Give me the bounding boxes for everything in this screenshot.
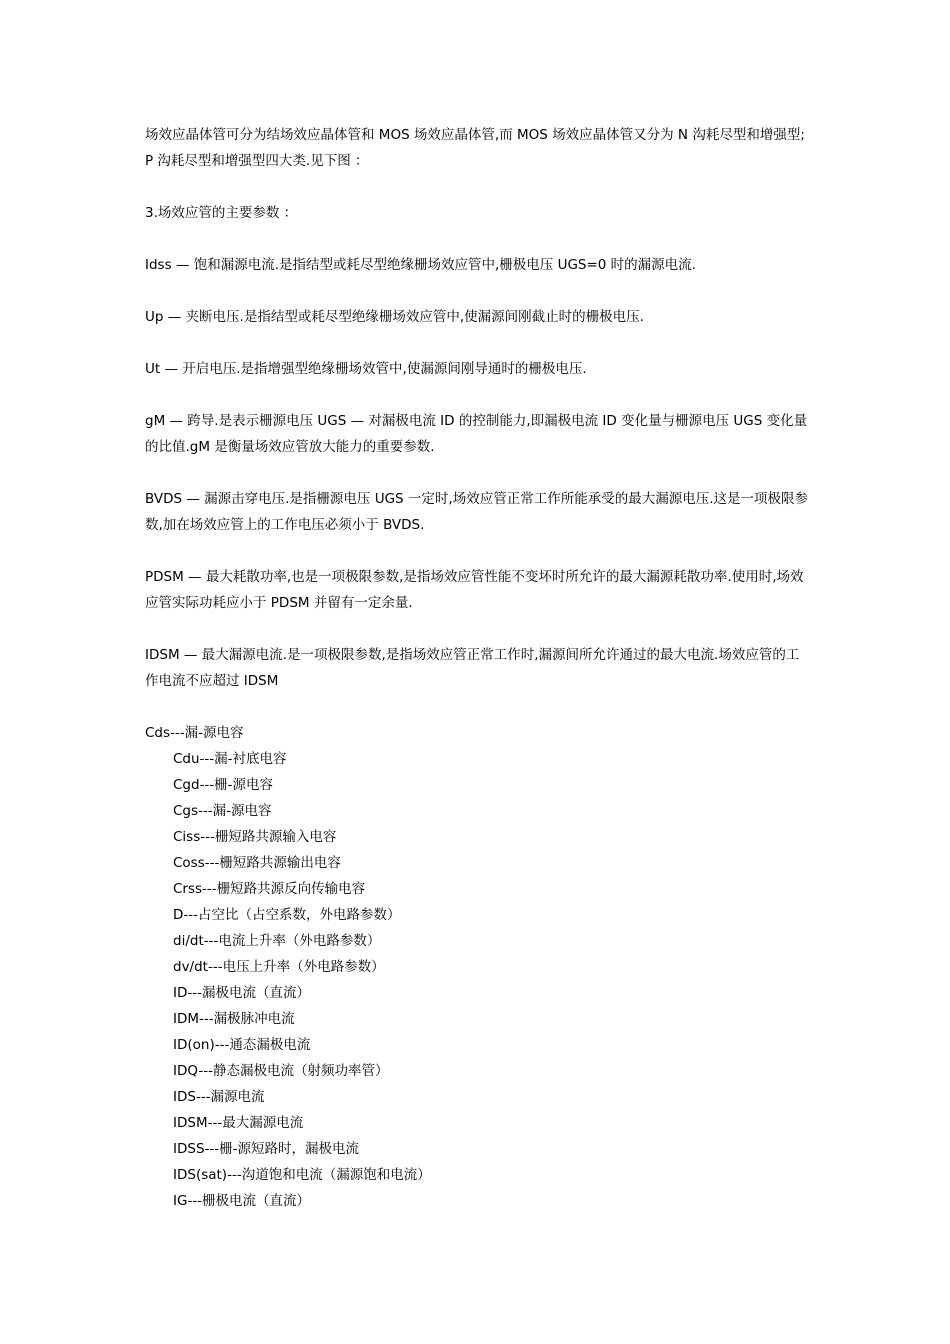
list-item: Coss---栅短路共源输出电容 [173,855,341,871]
list-item: ID(on)---通态漏极电流 [173,1037,311,1053]
list-item: Cgd---栅-源电容 [173,777,274,793]
list-item: di/dt---电流上升率（外电路参数） [173,933,381,949]
list-item: IDSS---栅-源短路时，漏极电流 [173,1141,360,1157]
param-up: Up — 夹断电压.是指结型或耗尽型绝缘栅场效应管中,使漏源间刚截止时的栅极电压. [145,309,644,325]
list-item: IDS---漏源电流 [173,1089,265,1105]
param-gm: gM — 跨导.是表示栅源电压 UGS — 对漏极电流 ID 的控制能力,即漏极电流 ID 变化量与栅源电压 UGS 变化量的比值.gM 是衡量场效应管放大能力的重要参数. [145,413,808,455]
document-body [145,122,810,1214]
list-item: D---占空比（占空系数，外电路参数） [173,907,401,923]
param-ut: Ut — 开启电压.是指增强型绝缘栅场效管中,使漏源间刚导通时的栅极电压. [145,361,587,377]
section-heading: 3.场效应管的主要参数 ： [145,205,298,221]
list-item: Cdu---漏-衬底电容 [173,751,287,767]
list-item: Cgs---漏-源电容 [173,803,272,819]
list-item: dv/dt---电压上升率（外电路参数） [173,959,385,975]
param-bvds: BVDS — 漏源击穿电压.是指栅源电压 UGS 一定时,场效应管正常工作所能承受的最大漏源电压.这是一项极限参数,加在场效应管上的工作电压必须小于 BVDS. [145,491,808,533]
list-item: IDS(sat)---沟道饱和电流（漏源饱和电流） [173,1167,431,1183]
list-item: ID---漏极电流（直流） [173,985,310,1001]
list-item: Ciss---栅短路共源输入电容 [173,829,337,845]
list-heading: Cds---漏-源电容 [145,725,244,741]
list-item: IG---栅极电流（直流） [173,1193,311,1209]
param-idss: Idss — 饱和漏源电流.是指结型或耗尽型绝缘栅场效应管中,栅极电压 UGS=0 时的漏源电流. [145,257,696,273]
param-pdsm: PDSM — 最大耗散功率,也是一项极限参数,是指场效应管性能不变坏时所允许的最大漏源耗散功率.使用时,场效应管实际功耗应小于 PDSM 并留有一定余量. [145,569,804,611]
list-item: IDSM---最大漏源电流 [173,1115,304,1131]
symbol-list [145,746,810,1214]
intro-paragraph: 场效应晶体管可分为结场效应晶体管和 MOS 场效应晶体管,而 MOS 场效应晶体管又分为 N 沟耗尽型和增强型;P 沟耗尽型和增强型四大类.见下图 ： [145,127,805,169]
list-item: IDQ---静态漏极电流（射频功率管） [173,1063,389,1079]
list-item: IDM---漏极脉冲电流 [173,1011,295,1027]
param-idsm: IDSM — 最大漏源电流.是一项极限参数,是指场效应管正常工作时,漏源间所允许通过的最大电流.场效应管的工作电流不应超过 IDSM [145,647,800,689]
list-item: Crss---栅短路共源反向传输电容 [173,881,366,897]
